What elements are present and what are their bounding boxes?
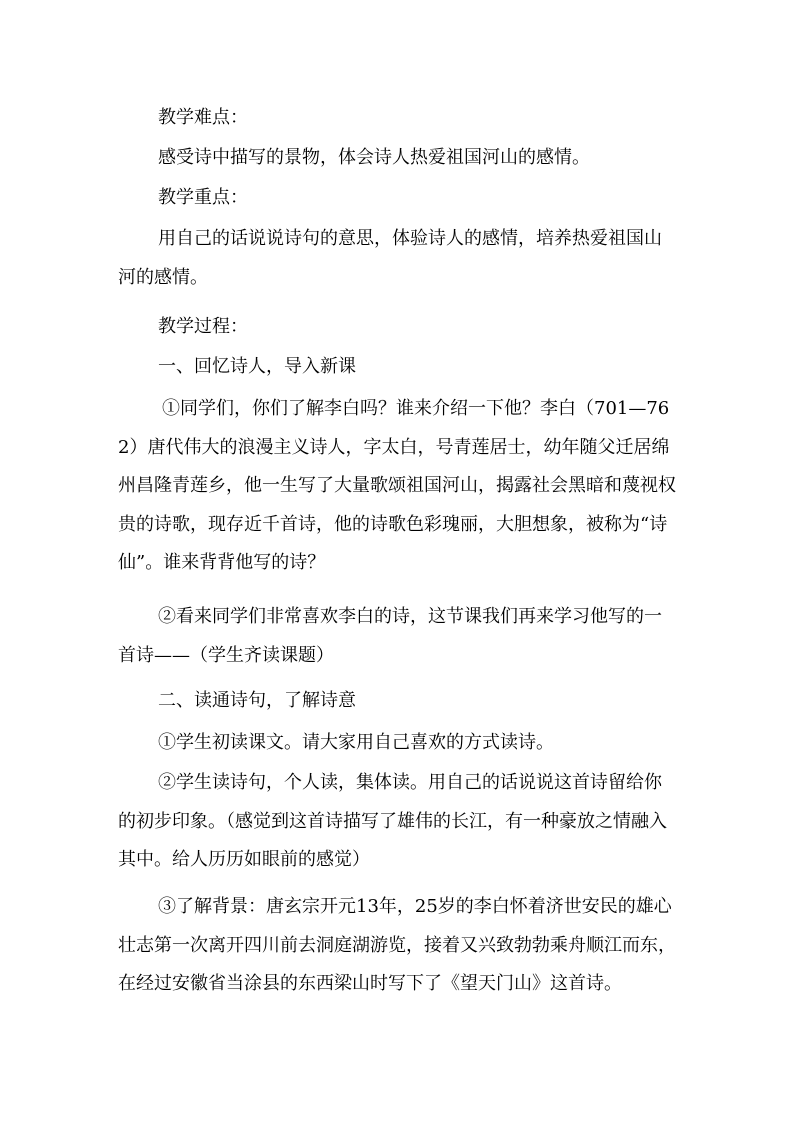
section-one-item-1: ①同学们，你们了解李白吗？谁来介绍一下他？李白（701—762）唐代伟大的浪漫主义诗人，字太白，号青莲居士，幼年随父迁居绵州昌隆青莲乡，他一生写了大量歌颂祖国河山，揭露社会黑暗和蔑视权贵的诗歌，现存近千首诗，他的诗歌色彩瑰丽，大胆想象，被称为“诗仙”。谁来背背他写的诗？ <box>118 398 676 573</box>
process-heading: 教学过程： <box>158 316 248 337</box>
difficulty-heading: 教学难点： <box>158 107 248 128</box>
section-one-title: 一、回忆诗人，导入新课 <box>158 356 356 377</box>
section-two-item-3: ③了解背景：唐玄宗开元13年，25岁的李白怀着济世安民的雄心壮志第一次离开四川前去洞庭湖游览，接着又兴致勃勃乘舟顺江而东，在经过安徽省当涂县的东西梁山时写下了《望天门山》这首诗。 <box>118 896 676 994</box>
section-two-item-1: ①学生初读课文。请大家用自己喜欢的方式读诗。 <box>158 732 554 753</box>
difficulty-paragraph: 感受诗中描写的景物，体会诗人热爱祖国河山的感情。 <box>158 147 590 168</box>
section-two-title: 二、读通诗句，了解诗意 <box>158 690 356 711</box>
section-one-item-2: ②看来同学们非常喜欢李白的诗，这节课我们再来学习他写的一首诗——（学生齐读课题） <box>118 606 662 666</box>
key-points-heading: 教学重点： <box>158 187 248 208</box>
section-two-item-2: ②学生读诗句，个人读，集体读。用自己的话说说这首诗留给你的初步印象。（感觉到这首诗描写了雄伟的长江，有一种豪放之情融入其中。给人历历如眼前的感觉） <box>118 772 667 870</box>
key-points-paragraph: 用自己的话说说诗句的意思，体验诗人的感情，培养热爱祖国山河的感情。 <box>118 228 662 288</box>
